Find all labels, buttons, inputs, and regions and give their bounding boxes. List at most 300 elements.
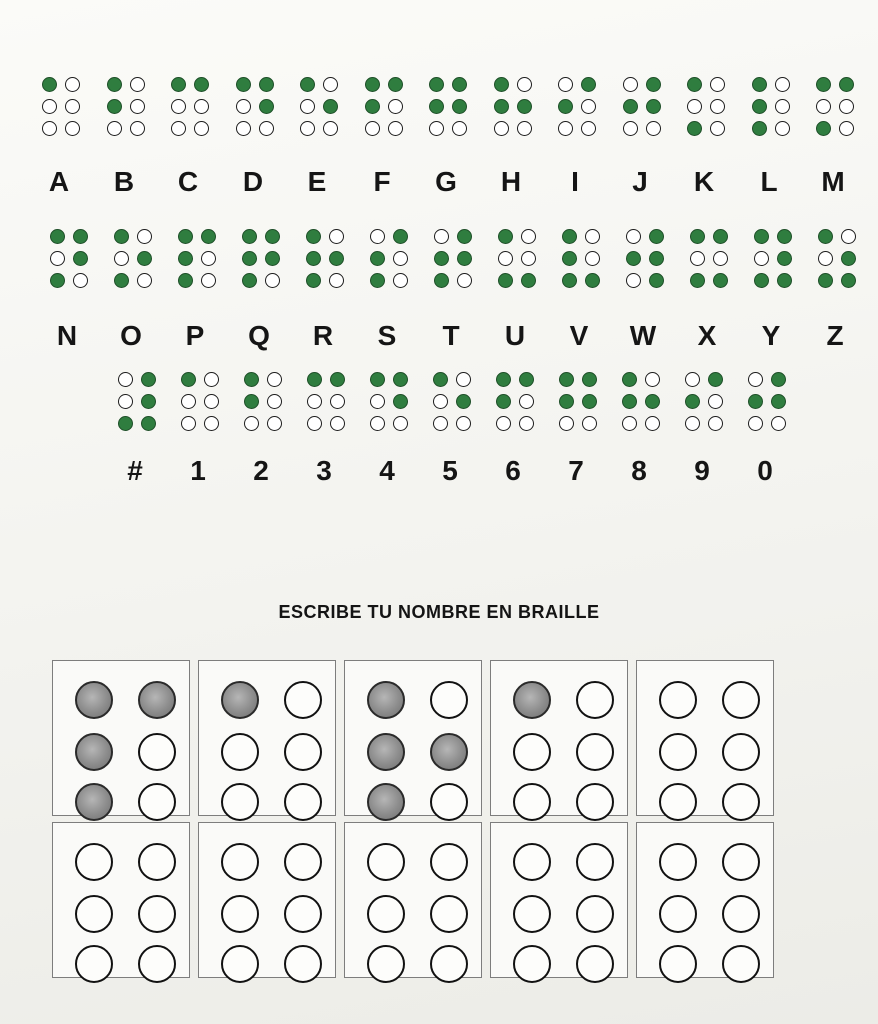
blank-dot-circle[interactable] <box>576 945 614 983</box>
raised-dot <box>141 372 156 387</box>
blank-dot-circle[interactable] <box>513 843 551 881</box>
braille-label: M <box>821 166 845 197</box>
blank-dot-circle[interactable] <box>722 895 760 933</box>
pencil-filled-dot[interactable] <box>221 681 259 719</box>
blank-dot-circle[interactable] <box>138 843 176 881</box>
braille-cell <box>818 229 858 290</box>
raised-dot <box>519 372 534 387</box>
braille-cell <box>496 372 536 433</box>
empty-dot <box>65 99 80 114</box>
empty-dot <box>42 121 57 136</box>
braille-cell <box>685 372 725 433</box>
blank-dot-circle[interactable] <box>221 895 259 933</box>
braille-label: W <box>629 320 657 351</box>
pencil-filled-dot[interactable] <box>367 783 405 821</box>
raised-dot <box>498 273 513 288</box>
blank-dot-circle[interactable] <box>659 945 697 983</box>
braille-writing-box[interactable] <box>198 822 336 978</box>
braille-label: X <box>697 320 717 351</box>
raised-dot <box>708 372 723 387</box>
blank-dot-circle[interactable] <box>722 945 760 983</box>
raised-dot <box>748 394 763 409</box>
braille-writing-box[interactable] <box>636 822 774 978</box>
empty-dot <box>50 251 65 266</box>
blank-dot-circle[interactable] <box>659 681 697 719</box>
braille-cell <box>754 229 794 290</box>
raised-dot <box>107 77 122 92</box>
raised-dot <box>370 273 385 288</box>
braille-cell <box>559 372 599 433</box>
raised-dot <box>259 99 274 114</box>
empty-dot <box>818 251 833 266</box>
pencil-filled-dot[interactable] <box>75 783 113 821</box>
braille-label: V <box>569 320 589 351</box>
blank-dot-circle[interactable] <box>367 945 405 983</box>
braille-cell <box>748 372 788 433</box>
braille-cell <box>816 77 856 138</box>
empty-dot <box>748 416 763 431</box>
raised-dot <box>50 229 65 244</box>
blank-dot-circle[interactable] <box>576 733 614 771</box>
blank-dot-circle[interactable] <box>513 945 551 983</box>
braille-writing-box[interactable] <box>198 660 336 816</box>
braille-label: N <box>56 320 78 351</box>
braille-label: 2 <box>253 455 269 486</box>
raised-dot <box>777 251 792 266</box>
raised-dot <box>365 99 380 114</box>
empty-dot <box>65 77 80 92</box>
braille-cell <box>171 77 211 138</box>
raised-dot <box>818 273 833 288</box>
blank-dot-circle[interactable] <box>659 783 697 821</box>
braille-label: G <box>435 166 457 197</box>
blank-dot-circle[interactable] <box>430 895 468 933</box>
raised-dot <box>646 99 661 114</box>
braille-label: O <box>120 320 142 351</box>
empty-dot <box>559 416 574 431</box>
empty-dot <box>754 251 769 266</box>
raised-dot <box>752 121 767 136</box>
blank-dot-circle[interactable] <box>659 895 697 933</box>
pencil-filled-dot[interactable] <box>75 681 113 719</box>
raised-dot <box>429 99 444 114</box>
raised-dot <box>816 77 831 92</box>
empty-dot <box>130 99 145 114</box>
blank-dot-circle[interactable] <box>75 895 113 933</box>
empty-dot <box>456 372 471 387</box>
braille-cell <box>42 77 82 138</box>
raised-dot <box>201 229 216 244</box>
braille-cell <box>370 229 410 290</box>
blank-dot-circle[interactable] <box>221 783 259 821</box>
braille-cell <box>181 372 221 433</box>
empty-dot <box>329 229 344 244</box>
raised-dot <box>622 394 637 409</box>
raised-dot <box>107 99 122 114</box>
braille-label: U <box>504 320 526 351</box>
braille-label: 0 <box>757 455 773 486</box>
raised-dot <box>498 229 513 244</box>
raised-dot <box>429 77 444 92</box>
blank-dot-circle[interactable] <box>221 843 259 881</box>
braille-label: R <box>312 320 334 351</box>
raised-dot <box>559 372 574 387</box>
raised-dot <box>141 394 156 409</box>
pencil-filled-dot[interactable] <box>75 733 113 771</box>
empty-dot <box>171 99 186 114</box>
empty-dot <box>685 372 700 387</box>
braille-writing-box[interactable] <box>636 660 774 816</box>
pencil-filled-dot[interactable] <box>367 733 405 771</box>
blank-dot-circle[interactable] <box>576 895 614 933</box>
raised-dot <box>690 229 705 244</box>
empty-dot <box>582 416 597 431</box>
raised-dot <box>582 372 597 387</box>
braille-cell <box>562 229 602 290</box>
exercise-title: ESCRIBE TU NOMBRE EN BRAILLE <box>278 602 600 622</box>
raised-dot <box>623 99 638 114</box>
braille-label: F <box>373 166 391 197</box>
empty-dot <box>204 394 219 409</box>
raised-dot <box>329 251 344 266</box>
raised-dot <box>307 372 322 387</box>
raised-dot <box>181 372 196 387</box>
raised-dot <box>434 273 449 288</box>
empty-dot <box>496 416 511 431</box>
empty-dot <box>775 77 790 92</box>
empty-dot <box>393 273 408 288</box>
braille-cell <box>434 229 474 290</box>
blank-dot-circle[interactable] <box>722 733 760 771</box>
braille-cell <box>494 77 534 138</box>
pencil-filled-dot[interactable] <box>367 681 405 719</box>
empty-dot <box>201 273 216 288</box>
empty-dot <box>645 416 660 431</box>
raised-dot <box>194 77 209 92</box>
empty-dot <box>73 273 88 288</box>
braille-cell <box>623 77 663 138</box>
empty-dot <box>771 416 786 431</box>
empty-dot <box>137 273 152 288</box>
raised-dot <box>818 229 833 244</box>
raised-dot <box>713 229 728 244</box>
empty-dot <box>181 416 196 431</box>
blank-dot-circle[interactable] <box>284 895 322 933</box>
blank-dot-circle[interactable] <box>722 783 760 821</box>
blank-dot-circle[interactable] <box>221 945 259 983</box>
blank-dot-circle[interactable] <box>138 945 176 983</box>
raised-dot <box>687 77 702 92</box>
braille-label: K <box>693 166 715 197</box>
raised-dot <box>242 229 257 244</box>
blank-dot-circle[interactable] <box>138 733 176 771</box>
empty-dot <box>710 77 725 92</box>
empty-dot <box>130 121 145 136</box>
empty-dot <box>267 416 282 431</box>
raised-dot <box>114 273 129 288</box>
empty-dot <box>370 229 385 244</box>
raised-dot <box>244 394 259 409</box>
blank-dot-circle[interactable] <box>284 681 322 719</box>
raised-dot <box>236 77 251 92</box>
blank-dot-circle[interactable] <box>430 783 468 821</box>
raised-dot <box>496 372 511 387</box>
braille-writing-box[interactable] <box>490 660 628 816</box>
blank-dot-circle[interactable] <box>659 733 697 771</box>
empty-dot <box>434 229 449 244</box>
braille-label: B <box>113 166 135 197</box>
braille-cell <box>433 372 473 433</box>
raised-dot <box>323 99 338 114</box>
empty-dot <box>194 99 209 114</box>
braille-cell <box>558 77 598 138</box>
raised-dot <box>365 77 380 92</box>
blank-dot-circle[interactable] <box>430 945 468 983</box>
braille-label: L <box>760 166 778 197</box>
empty-dot <box>452 121 467 136</box>
braille-label: 5 <box>442 455 458 486</box>
braille-label: S <box>377 320 397 351</box>
braille-label: A <box>48 166 70 197</box>
braille-cell <box>690 229 730 290</box>
raised-dot <box>777 229 792 244</box>
empty-dot <box>710 99 725 114</box>
empty-dot <box>708 394 723 409</box>
raised-dot <box>265 229 280 244</box>
raised-dot <box>649 273 664 288</box>
empty-dot <box>626 273 641 288</box>
braille-writing-box[interactable] <box>52 660 190 816</box>
braille-cell <box>242 229 282 290</box>
empty-dot <box>107 121 122 136</box>
raised-dot <box>649 251 664 266</box>
empty-dot <box>388 121 403 136</box>
raised-dot <box>562 229 577 244</box>
raised-dot <box>685 394 700 409</box>
blank-dot-circle[interactable] <box>284 843 322 881</box>
braille-cell <box>622 372 662 433</box>
raised-dot <box>388 77 403 92</box>
blank-dot-circle[interactable] <box>284 945 322 983</box>
braille-label: # <box>127 455 143 486</box>
blank-dot-circle[interactable] <box>221 733 259 771</box>
empty-dot <box>713 251 728 266</box>
braille-cell <box>236 77 276 138</box>
empty-dot <box>517 77 532 92</box>
raised-dot <box>50 273 65 288</box>
braille-cell <box>498 229 538 290</box>
empty-dot <box>330 416 345 431</box>
empty-dot <box>646 121 661 136</box>
empty-dot <box>194 121 209 136</box>
raised-dot <box>839 77 854 92</box>
raised-dot <box>649 229 664 244</box>
raised-dot <box>562 273 577 288</box>
braille-writing-box[interactable] <box>344 822 482 978</box>
empty-dot <box>265 273 280 288</box>
raised-dot <box>452 99 467 114</box>
empty-dot <box>433 394 448 409</box>
raised-dot <box>713 273 728 288</box>
raised-dot <box>494 77 509 92</box>
empty-dot <box>585 229 600 244</box>
braille-label: T <box>442 320 460 351</box>
raised-dot <box>178 229 193 244</box>
raised-dot <box>841 273 856 288</box>
empty-dot <box>708 416 723 431</box>
empty-dot <box>118 394 133 409</box>
raised-dot <box>141 416 156 431</box>
blank-dot-circle[interactable] <box>284 783 322 821</box>
blank-dot-circle[interactable] <box>576 681 614 719</box>
blank-dot-circle[interactable] <box>513 895 551 933</box>
blank-dot-circle[interactable] <box>513 783 551 821</box>
raised-dot <box>393 229 408 244</box>
raised-dot <box>777 273 792 288</box>
empty-dot <box>519 416 534 431</box>
raised-dot <box>118 416 133 431</box>
blank-dot-circle[interactable] <box>576 783 614 821</box>
empty-dot <box>558 77 573 92</box>
blank-dot-circle[interactable] <box>138 895 176 933</box>
braille-label: 4 <box>379 455 395 486</box>
empty-dot <box>329 273 344 288</box>
braille-cell <box>107 77 147 138</box>
blank-dot-circle[interactable] <box>430 843 468 881</box>
braille-cell <box>752 77 792 138</box>
empty-dot <box>585 251 600 266</box>
raised-dot <box>622 372 637 387</box>
braille-cell <box>178 229 218 290</box>
braille-label: E <box>307 166 327 197</box>
empty-dot <box>393 251 408 266</box>
braille-writing-box[interactable] <box>344 660 482 816</box>
empty-dot <box>300 99 315 114</box>
empty-dot <box>623 77 638 92</box>
empty-dot <box>307 394 322 409</box>
empty-dot <box>267 372 282 387</box>
blank-dot-circle[interactable] <box>430 681 468 719</box>
empty-dot <box>137 229 152 244</box>
empty-dot <box>494 121 509 136</box>
empty-dot <box>236 99 251 114</box>
braille-label: H <box>500 166 522 197</box>
empty-dot <box>114 251 129 266</box>
raised-dot <box>645 394 660 409</box>
blank-dot-circle[interactable] <box>659 843 697 881</box>
empty-dot <box>457 273 472 288</box>
raised-dot <box>752 99 767 114</box>
empty-dot <box>690 251 705 266</box>
empty-dot <box>429 121 444 136</box>
braille-cell <box>50 229 90 290</box>
braille-label: I <box>571 166 579 197</box>
raised-dot <box>73 229 88 244</box>
empty-dot <box>365 121 380 136</box>
empty-dot <box>323 121 338 136</box>
empty-dot <box>841 229 856 244</box>
raised-dot <box>433 372 448 387</box>
blank-dot-circle[interactable] <box>138 783 176 821</box>
raised-dot <box>330 372 345 387</box>
empty-dot <box>204 372 219 387</box>
raised-dot <box>178 273 193 288</box>
blank-dot-circle[interactable] <box>722 843 760 881</box>
braille-label: J <box>632 166 648 197</box>
raised-dot <box>171 77 186 92</box>
braille-cell <box>244 372 284 433</box>
raised-dot <box>244 372 259 387</box>
raised-dot <box>300 77 315 92</box>
braille-cell <box>307 372 347 433</box>
empty-dot <box>748 372 763 387</box>
braille-cell <box>306 229 346 290</box>
raised-dot <box>259 77 274 92</box>
raised-dot <box>393 394 408 409</box>
pencil-filled-dot[interactable] <box>430 733 468 771</box>
empty-dot <box>259 121 274 136</box>
empty-dot <box>307 416 322 431</box>
empty-dot <box>393 416 408 431</box>
empty-dot <box>42 99 57 114</box>
empty-dot <box>181 394 196 409</box>
raised-dot <box>816 121 831 136</box>
braille-label: 8 <box>631 455 647 486</box>
empty-dot <box>839 121 854 136</box>
raised-dot <box>585 273 600 288</box>
empty-dot <box>816 99 831 114</box>
raised-dot <box>559 394 574 409</box>
blank-dot-circle[interactable] <box>367 895 405 933</box>
raised-dot <box>687 121 702 136</box>
empty-dot <box>498 251 513 266</box>
blank-dot-circle[interactable] <box>75 945 113 983</box>
raised-dot <box>137 251 152 266</box>
blank-dot-circle[interactable] <box>284 733 322 771</box>
braille-label: Q <box>248 320 270 351</box>
braille-writing-box[interactable] <box>490 822 628 978</box>
raised-dot <box>265 251 280 266</box>
raised-dot <box>306 273 321 288</box>
braille-cell <box>370 372 410 433</box>
raised-dot <box>73 251 88 266</box>
pencil-filled-dot[interactable] <box>513 681 551 719</box>
raised-dot <box>306 229 321 244</box>
empty-dot <box>581 99 596 114</box>
raised-dot <box>114 229 129 244</box>
raised-dot <box>581 77 596 92</box>
empty-dot <box>388 99 403 114</box>
raised-dot <box>754 229 769 244</box>
blank-dot-circle[interactable] <box>75 843 113 881</box>
pencil-filled-dot[interactable] <box>138 681 176 719</box>
braille-cell <box>429 77 469 138</box>
blank-dot-circle[interactable] <box>722 681 760 719</box>
empty-dot <box>171 121 186 136</box>
braille-writing-box[interactable] <box>52 822 190 978</box>
empty-dot <box>201 251 216 266</box>
empty-dot <box>65 121 80 136</box>
empty-dot <box>521 251 536 266</box>
empty-dot <box>775 99 790 114</box>
braille-cell <box>300 77 340 138</box>
empty-dot <box>300 121 315 136</box>
blank-dot-circle[interactable] <box>513 733 551 771</box>
empty-dot <box>645 372 660 387</box>
blank-dot-circle[interactable] <box>367 843 405 881</box>
blank-dot-circle[interactable] <box>576 843 614 881</box>
braille-label: 7 <box>568 455 584 486</box>
